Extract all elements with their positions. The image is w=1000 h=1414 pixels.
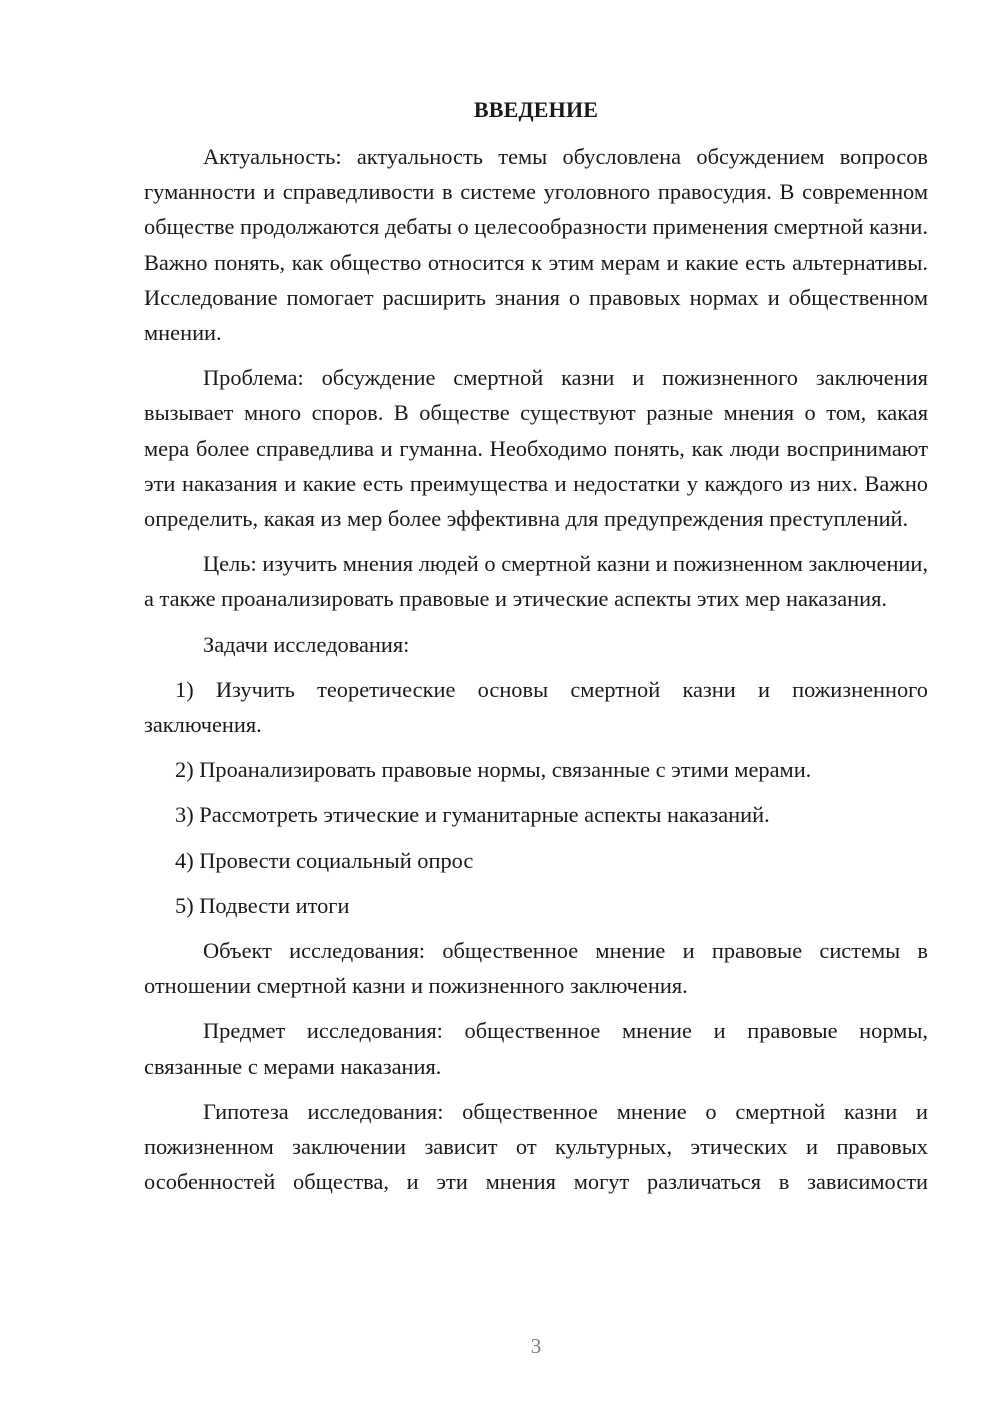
page-content [144, 94, 928, 1199]
paragraph-goal: Цель: изучить мнения людей о смертной казни и пожизненном заключении, а также проанализировать правовые и этические аспекты этих мер наказания. [144, 551, 928, 612]
paragraph-relevance: Актуальность: актуальность темы обусловлена обсуждением вопросов гуманности и справедливости в системе уголовного правосудия. В современном обществе продолжаются дебаты о целесообразности применения смертной казни. Важно понять, как общество относится к этим мерам и какие есть альтернативы. Исследование помогает расширить знания о правовых нормах и общественном мнении. [144, 144, 928, 346]
paragraph-problem: Проблема: обсуждение смертной казни и пожизненного заключения вызывает много споров. В обществе существуют разные мнения о том, какая мера более справедлива и гуманна. Необходимо понять, как люди воспринимают эти наказания и какие есть преимущества и недостатки у каждого из них. Важно определить, какая из мер более эффективна для предупреждения преступлений. [144, 365, 928, 532]
paragraph-hypothesis: Гипотеза исследования: общественное мнение о смертной казни и пожизненном заключении зависит от культурных, этических и правовых особенностей общества, и эти мнения могут различаться в зависимости [144, 1098, 928, 1195]
task-item-4: 4) Провести социальный опрос [175, 847, 474, 873]
paragraph-object: Объект исследования: общественное мнение и правовые системы в отношении смертной казни и пожизненного заключения. [144, 938, 928, 999]
page-title: ВВЕДЕНИЕ [473, 97, 599, 122]
task-item-2: 2) Проанализировать правовые нормы, связанные с этими мерами. [175, 757, 812, 783]
task-item-5: 5) Подвести итоги [175, 892, 350, 918]
tasks-heading: Задачи исследования: [203, 631, 410, 657]
task-item-3: 3) Рассмотреть этические и гуманитарные аспекты наказаний. [175, 802, 770, 828]
page-number: 3 [530, 1334, 542, 1358]
task-item-1: 1) Изучить теоретические основы смертной казни и пожизненного заключения. [144, 676, 928, 738]
paragraph-subject: Предмет исследования: общественное мнение и правовые нормы, связанные с мерами наказания. [144, 1018, 928, 1079]
